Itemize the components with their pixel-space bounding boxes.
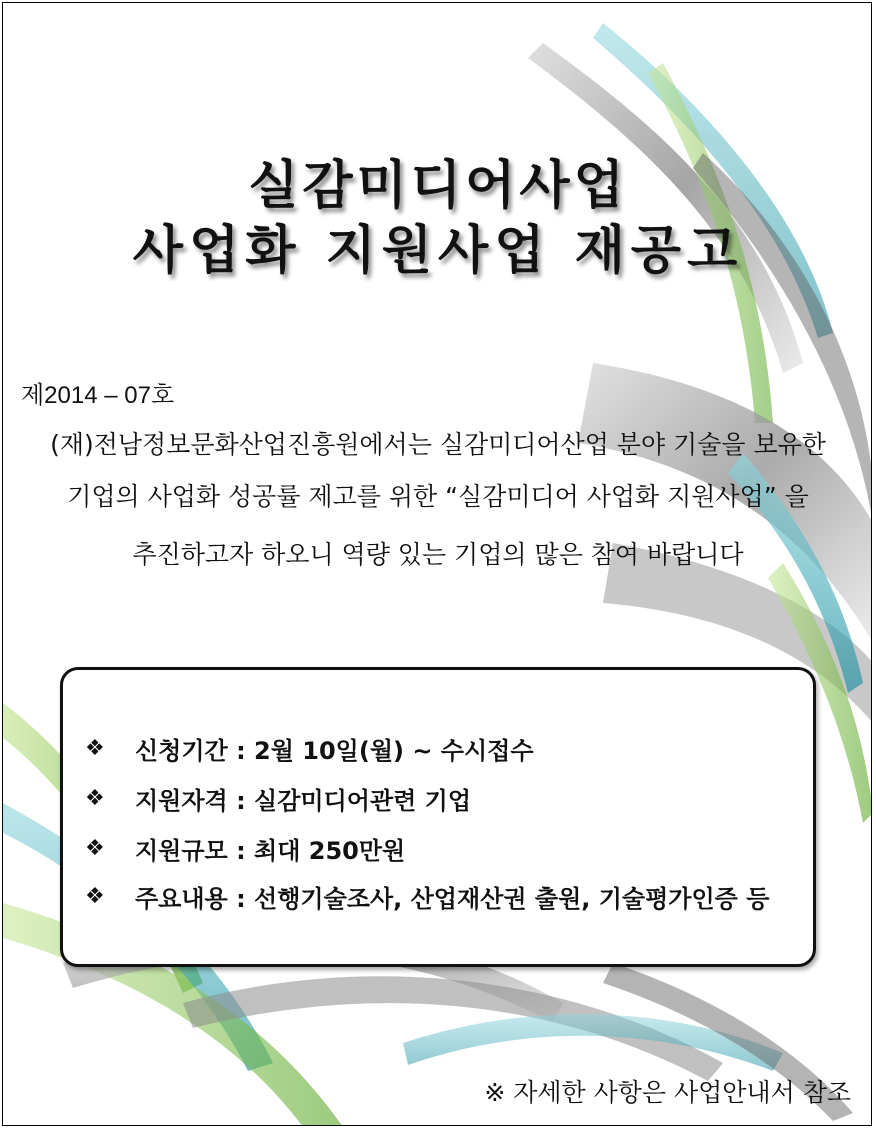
diamond-bullet-icon: ❖ <box>85 735 105 761</box>
info-item-text: 주요내용 : 선행기술조사, 산업재산권 출원, 기술평가인증 등 <box>135 884 770 913</box>
intro-line-1: (재)전남정보문화산업진흥원에서는 실감미디어산업 분야 기술을 보유한 <box>50 430 826 459</box>
intro-line-3: 추진하고자 하오니 역량 있는 기업의 많은 참여 바랍니다 <box>132 540 744 569</box>
info-item-text: 지원규모 : 최대 250만원 <box>135 836 406 865</box>
document-number: 제2014 – 07호 <box>21 382 175 409</box>
info-item-support-scale <box>85 828 405 868</box>
diamond-bullet-icon: ❖ <box>85 835 105 861</box>
diamond-bullet-icon: ❖ <box>85 883 105 909</box>
poster-title-line2: 사업화 지원사업 재공고 <box>132 221 744 281</box>
info-item-text: 지원자격 : 실감미디어관련 기업 <box>135 786 472 815</box>
info-item-application-period <box>85 728 534 768</box>
info-item-text: 신청기간 : 2월 10일(월) ~ 수시접수 <box>135 736 534 765</box>
diamond-bullet-icon: ❖ <box>85 785 105 811</box>
info-box <box>60 667 816 967</box>
poster-title-line1: 실감미디어사업 <box>248 156 628 216</box>
intro-line-2: 기업의 사업화 성공률 제고를 위한 “실감미디어 사업화 지원사업” 을 <box>67 482 809 511</box>
info-item-main-content <box>85 876 769 916</box>
info-item-eligibility <box>85 778 471 818</box>
poster-frame <box>2 2 872 1126</box>
footer-reference-note: ※ 자세한 사항은 사업안내서 참조 <box>484 1078 851 1107</box>
